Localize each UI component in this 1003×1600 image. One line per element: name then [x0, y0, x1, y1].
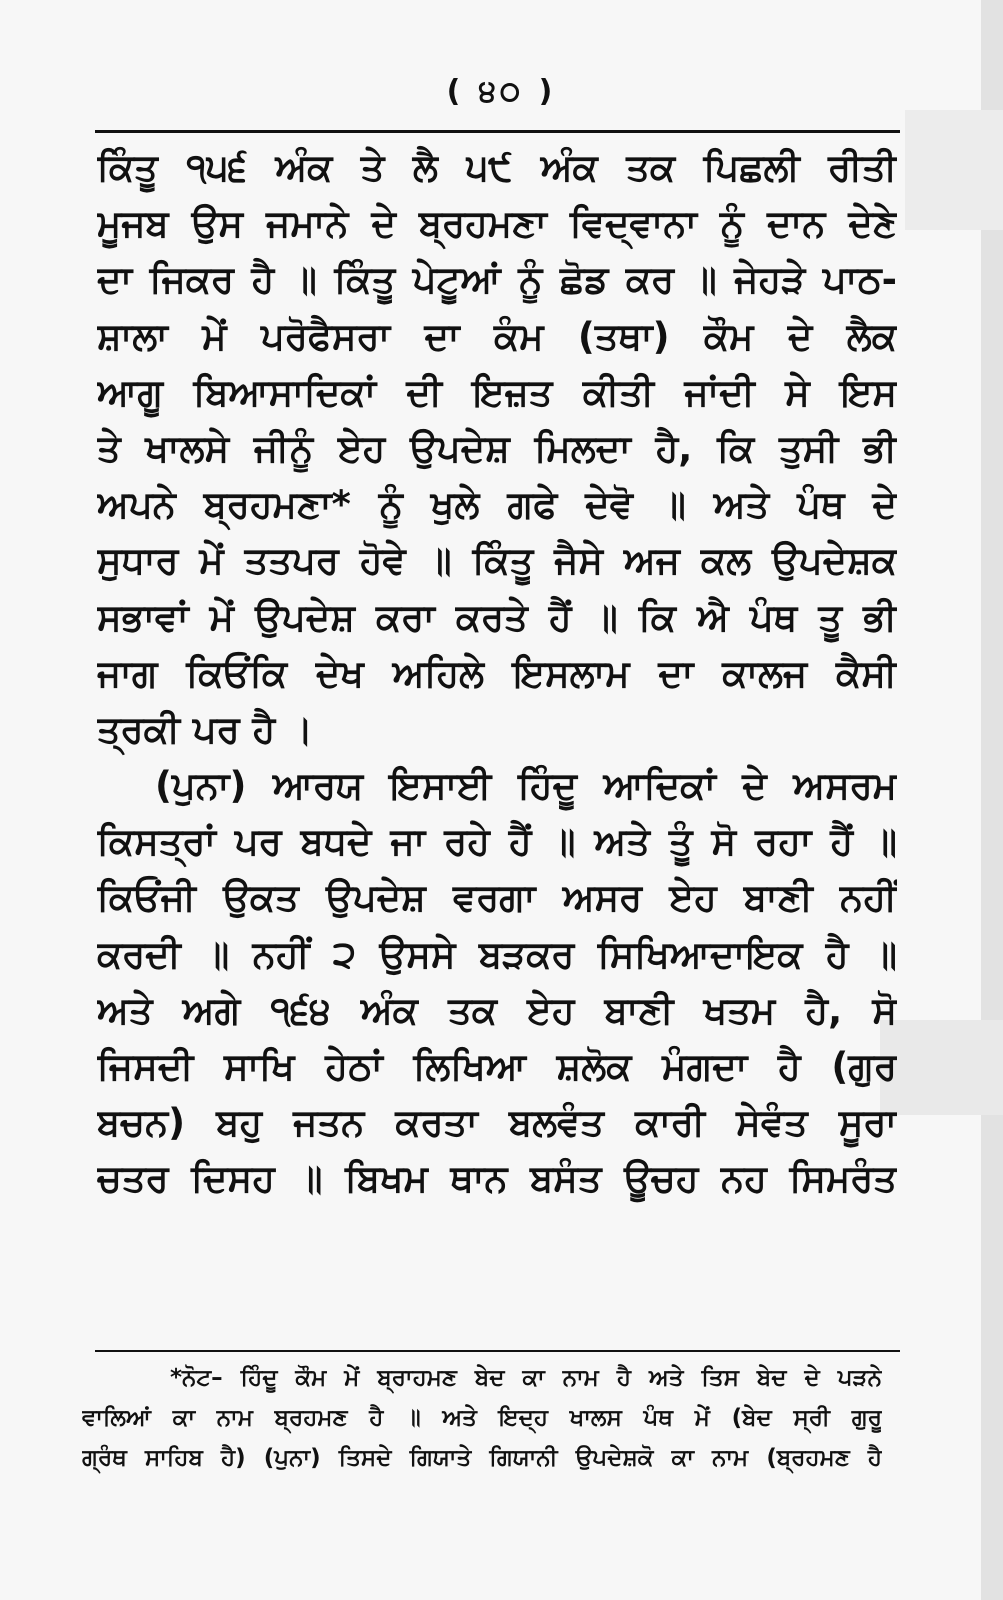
body-text — [97, 140, 897, 1208]
text-line: ਸ਼ਾਲਾ ਮੇਂ ਪਰੋਫੈਸਰਾ ਦਾ ਕੰਮ (ਤਥਾ) ਕੌਮ ਦੇ ਲੈਕ — [97, 314, 897, 358]
header-rule — [95, 130, 900, 133]
paragraph-start-line: (ਪੁਨਾ) ਆਰਯ ਇਸਾਈ ਹਿੰਦੂ ਆਦਿਕਾਂ ਦੇ ਅਸਰਮ — [155, 764, 897, 808]
footnote-line: ਵਾਲਿਆਂ ਕਾ ਨਾਮ ਬ੍ਰਹਮਣ ਹੈ ॥ ਅਤੇ ਇਦ੍ਹ ਖਾਲਸ ਪੰਥ ਮੇਂ (ਬੇਦ ਸ੍ਰੀ ਗੁਰੂ — [82, 1405, 882, 1431]
text-line: ਅਤੇ ਅਗੇ ੧੬੪ ਅੰਕ ਤਕ ਏਹ ਬਾਣੀ ਖਤਮ ਹੈ, ਸੋ — [97, 988, 897, 1032]
text-line: ਆਗੂ ਬਿਆਸਾਦਿਕਾਂ ਦੀ ਇਜ਼ਤ ਕੀਤੀ ਜਾਂਦੀ ਸੇ ਇਸ — [97, 370, 897, 414]
text-line: ਕਰਦੀ ॥ ਨਹੀਂ ੨ ਉਸਸੇ ਬੜਕਰ ਸਿਖਿਆਦਾਇਕ ਹੈ ॥ — [97, 932, 897, 976]
text-line: ਕਿਓਂਜੀ ਉਕਤ ਉਪਦੇਸ਼ ਵਰਗਾ ਅਸਰ ਏਹ ਬਾਣੀ ਨਹੀਂ — [97, 876, 897, 920]
text-line: ਬਚਨ) ਬਹੁ ਜਤਨ ਕਰਤਾ ਬਲਵੰਤ ਕਾਰੀ ਸੇਵੰਤ ਸੂਰਾ — [97, 1101, 897, 1145]
page-edge-shadow-middle — [880, 1020, 1003, 1115]
text-line: ਦਾ ਜਿਕਰ ਹੈ ॥ ਕਿੰਤੂ ਪੇਟੂਆਂ ਨੂੰ ਛੋਡ ਕਰ ॥ ਜੇਹੜੇ ਪਾਠ- — [97, 258, 897, 302]
footnote-line: *ਨੋਟ– ਹਿੰਦੂ ਕੌਮ ਮੇਂ ਬ੍ਰਾਹਮਣ ਬੇਦ ਕਾ ਨਾਮ ਹੈ ਅਤੇ ਤਿਸ ਬੇਦ ਦੇ ਪੜਨੇ — [170, 1365, 882, 1391]
text-line: ਕਿਸਤ੍ਰਾਂ ਪਰ ਬਧਦੇ ਜਾ ਰਹੇ ਹੈਂ ॥ ਅਤੇ ਤੂੰ ਸੋ ਰਹਾ ਹੈਂ ॥ — [97, 820, 897, 864]
text-line: ਤੇ ਖਾਲਸੇ ਜੀਨੂੰ ਏਹ ਉਪਦੇਸ਼ ਮਿਲਦਾ ਹੈ, ਕਿ ਤੁਸੀ ਭੀ — [97, 426, 897, 470]
text-line: ਕਿੰਤੂ ੧੫੬ ਅੰਕ ਤੇ ਲੈ ੫੯ ਅੰਕ ਤਕ ਪਿਛਲੀ ਰੀਤੀ — [97, 146, 897, 189]
page-edge-shadow-top — [905, 110, 1003, 230]
footnote — [82, 1358, 882, 1478]
footnote-line: ਗ੍ਰੰਥ ਸਾਹਿਬ ਹੈ) (ਪੁਨਾ) ਤਿਸਦੇ ਗਿਯਾਤੇ ਗਿਯਾਨੀ ਉਪਦੇਸ਼ਕੋ ਕਾ ਨਾਮ (ਬ੍ਰਹਮਣ ਹੈ — [82, 1445, 882, 1471]
text-line: ਚਤਰ ਦਿਸਹ ॥ ਬਿਖਮ ਥਾਨ ਬਸੰਤ ਊਚਹ ਨਹ ਸਿਮਰੰਤ — [97, 1157, 897, 1201]
text-line: ਸਭਾਵਾਂ ਮੇਂ ਉਪਦੇਸ਼ ਕਰਾ ਕਰਤੇ ਹੈਂ ॥ ਕਿ ਐ ਪੰਥ ਤੂ ਭੀ — [97, 595, 897, 639]
text-line: ਜਿਸਦੀ ਸਾਖਿ ਹੇਠਾਂ ਲਿਖਿਆ ਸ਼ਲੋਕ ਮੰਗਦਾ ਹੈ (ਗੁਰ — [97, 1045, 897, 1088]
page-number: ( ੪੦ ) — [446, 74, 557, 109]
paragraph-end-line: ਤ੍ਰਕੀ ਪਰ ਹੈ । — [97, 707, 314, 751]
text-line: ਜਾਗ ਕਿਓਂਕਿ ਦੇਖ ਅਹਿਲੇ ਇਸਲਾਮ ਦਾ ਕਾਲਜ ਕੈਸੀ — [97, 651, 897, 695]
text-line: ਸੁਧਾਰ ਮੇਂ ਤਤਪਰ ਹੋਵੇ ॥ ਕਿੰਤੂ ਜੈਸੇ ਅਜ ਕਲ ਉਪਦੇਸ਼ਕ — [97, 539, 897, 583]
page-edge-shadow — [981, 0, 1003, 1600]
footnote-rule — [95, 1350, 900, 1352]
text-line: ਮੂਜਬ ਉਸ ਜਮਾਨੇ ਦੇ ਬ੍ਰਹਮਣਾ ਵਿਦ੍ਵਾਨਾ ਨੂੰ ਦਾਨ ਦੇਣੇ — [97, 202, 897, 246]
text-line: ਅਪਨੇ ਬ੍ਰਹਮਣਾ* ਨੂੰ ਖੁਲੇ ਗਫੇ ਦੇਵੋ ॥ ਅਤੇ ਪੰਥ ਦੇ — [97, 483, 897, 527]
